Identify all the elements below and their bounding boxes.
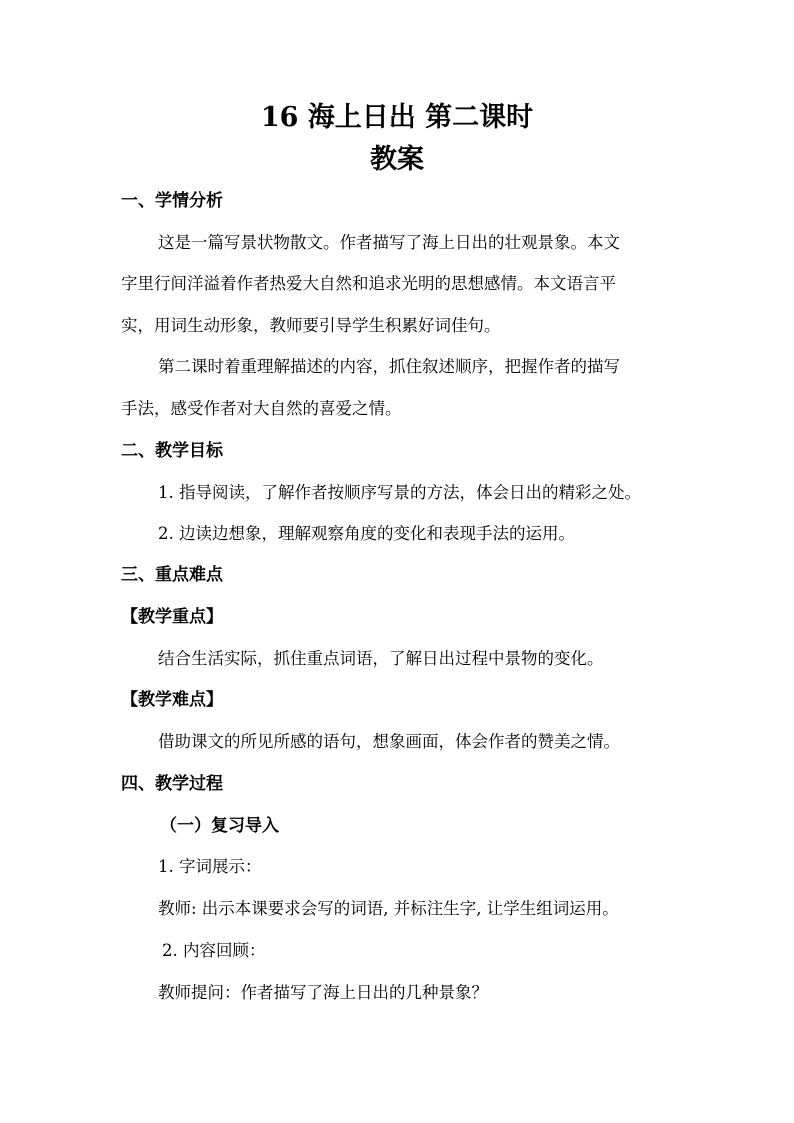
- section-heading-teaching-process: 四、教学过程: [121, 774, 223, 794]
- paragraph-line: 手法，感受作者对大自然的喜爱之情。: [121, 399, 402, 418]
- paragraph-line: 这是一篇写景状物散文。作者描写了海上日出的壮观景象。本文: [158, 233, 620, 252]
- section-heading-key-points: 三、重点难点: [121, 565, 223, 585]
- section-heading-teaching-goals: 二、教学目标: [121, 441, 223, 461]
- process-step: 2. 内容回顾：: [162, 941, 266, 960]
- difficulty-text: 借助课文的所见所感的语句，想象画面，体会作者的赞美之情。: [158, 732, 620, 751]
- goal-item: 1. 指导阅读，了解作者按顺序写景的方法，体会日出的精彩之处。: [158, 483, 641, 502]
- paragraph-line: 字里行间洋溢着作者热爱大自然和追求光明的思想感情。本文语言平: [121, 274, 616, 293]
- key-point-text: 结合生活实际，抓住重点词语，了解日出过程中景物的变化。: [158, 649, 604, 668]
- key-point-label: 【教学重点】: [121, 607, 223, 627]
- document-title: 16 海上日出 第二课时: [260, 102, 534, 133]
- process-step: 1. 字词展示：: [158, 857, 262, 876]
- document-subtitle: 教案: [370, 144, 424, 175]
- goal-item: 2. 边读边想象，理解观察角度的变化和表现手法的运用。: [158, 524, 575, 543]
- paragraph-line: 第二课时着重理解描述的内容，抓住叙述顺序，把握作者的描写: [158, 357, 620, 376]
- process-step-text: 教师提问：作者描写了海上日出的几种景象？: [158, 983, 488, 1002]
- difficulty-label: 【教学难点】: [121, 690, 223, 710]
- paragraph-line: 实，用词生动形象，教师要引导学生积累好词佳句。: [121, 316, 501, 335]
- process-subheading: （一）复习导入: [160, 816, 279, 836]
- process-step-text: 教师: 出示本课要求会写的词语, 并标注生字, 让学生组词运用。: [158, 899, 619, 918]
- section-heading-learning-analysis: 一、学情分析: [121, 191, 223, 211]
